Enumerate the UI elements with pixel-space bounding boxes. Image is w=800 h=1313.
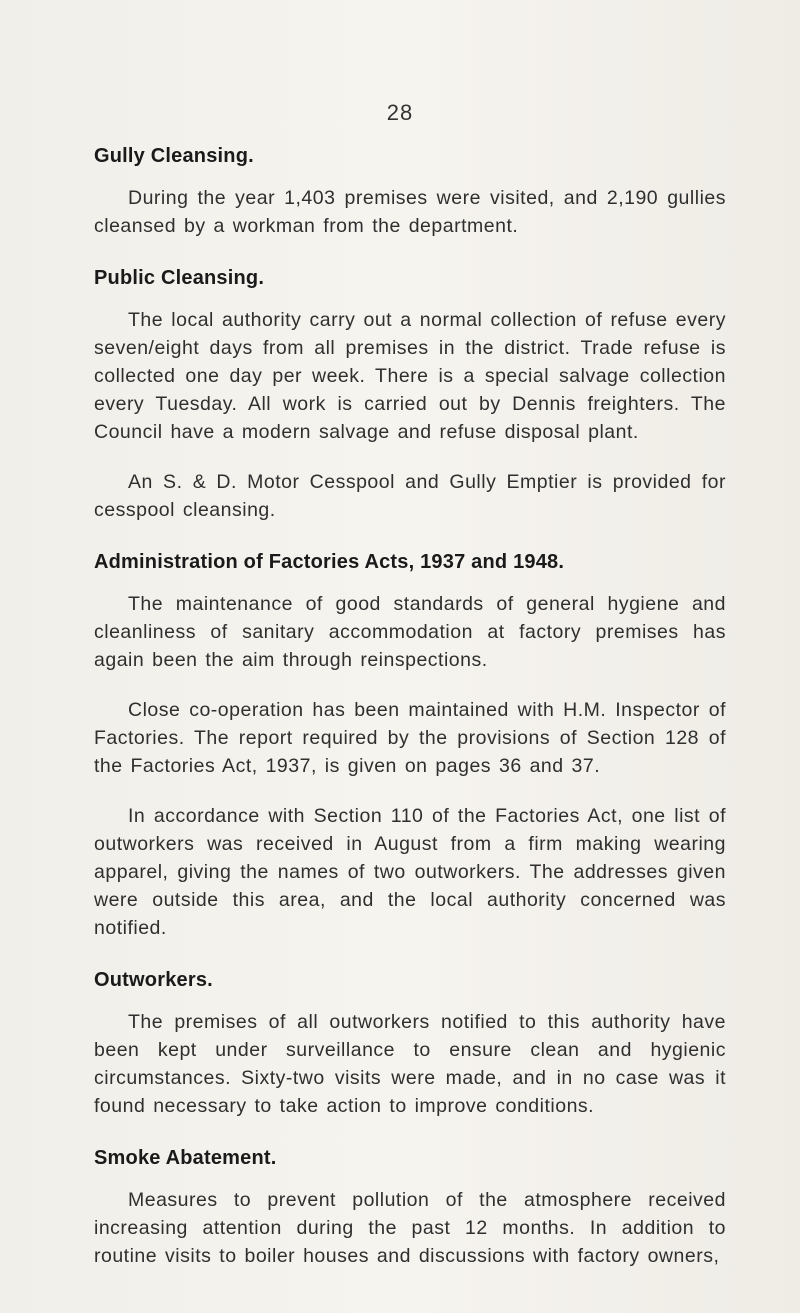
- section-gully-cleansing: [94, 142, 726, 240]
- paragraph: An S. & D. Motor Cesspool and Gully Emptier is provided for cesspool cleansing.: [94, 471, 726, 521]
- paragraph: The local authority carry out a normal collection of refuse every seven/eight days from all premises in the district. Trade refuse is collected one day per week. There is a special salvage collection every Tuesday. All work is carried out by Dennis freighters. The Council have a modern salvage and refuse disposal plant.: [94, 309, 726, 443]
- paragraph: Measures to prevent pollution of the atmosphere received increasing attention during the past 12 months. In addition to routine visits to boiler houses and discussions with factory owners,: [94, 1189, 726, 1267]
- paragraph: During the year 1,403 premises were visited, and 2,190 gullies cleansed by a workman from the department.: [94, 187, 726, 237]
- paragraph: Close co-operation has been maintained with H.M. Inspector of Factories. The report required by the provisions of Section 128 of the Factories Act, 1937, is given on pages 36 and 37.: [94, 699, 726, 777]
- section-heading: Gully Cleansing.: [94, 145, 254, 167]
- section-heading: Outworkers.: [94, 969, 213, 991]
- section-heading: Smoke Abatement.: [94, 1147, 277, 1169]
- section-smoke-abatement: [94, 1144, 726, 1270]
- paragraph: In accordance with Section 110 of the Factories Act, one list of outworkers was received in August from a firm making wearing apparel, giving the names of two outworkers. The addresses given were outside this area, and the local authority concerned was notified.: [94, 805, 726, 939]
- page-number: 28: [386, 100, 414, 125]
- section-factories-acts: [94, 548, 726, 942]
- section-heading: Administration of Factories Acts, 1937 and 1948.: [94, 551, 565, 573]
- section-outworkers: [94, 966, 726, 1120]
- page-content: [94, 142, 726, 1270]
- section-heading: Public Cleansing.: [94, 267, 265, 289]
- section-public-cleansing: [94, 264, 726, 524]
- paragraph: The premises of all outworkers notified to this authority have been kept under surveillance to ensure clean and hygienic circumstances. Sixty-two visits were made, and in no case was it found necessary to take action to improve conditions.: [94, 1011, 726, 1117]
- paragraph: The maintenance of good standards of general hygiene and cleanliness of sanitary accommodation at factory premises has again been the aim through reinspections.: [94, 593, 726, 671]
